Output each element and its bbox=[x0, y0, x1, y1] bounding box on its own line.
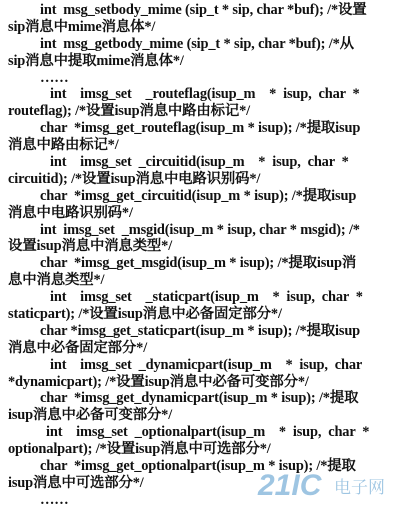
code-line-text: *dynamicpart); /*设置isup消息中必备可变部分*/ bbox=[8, 373, 309, 390]
code-line bbox=[0, 103, 400, 120]
code-line bbox=[0, 86, 400, 103]
code-line-text: sip消息中mime消息体*/ bbox=[8, 18, 156, 35]
code-line-text: int imsg_set _staticpart(isup_m * isup, char * bbox=[50, 289, 363, 306]
code-line bbox=[0, 424, 400, 441]
code-line-text: …… bbox=[40, 491, 69, 508]
code-line bbox=[0, 255, 400, 272]
code-line-text: char *imsg_get_routeflag(isup_m * isup); /*提取isup bbox=[40, 120, 361, 137]
code-line-text: routeflag); /*设置isup消息中路由标记*/ bbox=[8, 103, 251, 120]
code-line bbox=[0, 306, 400, 323]
code-line-text: char *imsg_get_dynamicpart(isup_m * isup); /*提取 bbox=[40, 390, 359, 407]
code-line-text: 设置isup消息中消息类型*/ bbox=[8, 238, 173, 255]
code-line bbox=[0, 272, 400, 289]
code-line bbox=[0, 289, 400, 306]
code-line-text: isup消息中可选部分*/ bbox=[8, 474, 144, 491]
code-line bbox=[0, 120, 400, 137]
code-line bbox=[0, 340, 400, 357]
code-line-text: char *imsg_get_optionalpart(isup_m * isup); /*提取 bbox=[40, 458, 356, 475]
code-line-text: int msg_setbody_mime (sip_t * sip, char *buf); /*设置 bbox=[40, 2, 367, 18]
code-line bbox=[0, 154, 400, 171]
code-line-text: …… bbox=[40, 69, 69, 86]
code-line bbox=[0, 171, 400, 188]
code-line bbox=[0, 374, 400, 391]
code-line-text: 息中消息类型*/ bbox=[8, 272, 105, 289]
code-line-text: int imsg_set _routeflag(isup_m * isup, char * bbox=[50, 86, 360, 103]
code-line bbox=[0, 407, 400, 424]
code-line-text: int imsg_set _msgid(isup_m * isup, char * msgid); /* bbox=[40, 221, 360, 238]
code-line bbox=[0, 70, 400, 87]
code-line-text: isup消息中必备可变部分*/ bbox=[8, 407, 173, 424]
code-line-text: char *imsg_get_circuitid(isup_m * isup); /*提取isup bbox=[40, 187, 357, 204]
code-line bbox=[0, 188, 400, 205]
code-line-text: optionalpart); /*设置isup消息中可选部分*/ bbox=[8, 441, 271, 458]
code-line-text: char *imsg_get_staticpart(isup_m * isup); /*提取isup bbox=[40, 322, 361, 339]
code-line-text: sip消息中提取mime消息体*/ bbox=[8, 52, 184, 69]
watermark-logo bbox=[256, 467, 394, 501]
code-line bbox=[0, 238, 400, 255]
code-line-text: 消息中电路识别码*/ bbox=[8, 204, 133, 221]
code-line-text: 消息中路由标记*/ bbox=[8, 137, 119, 154]
code-line-text: circuitid); /*设置isup消息中电路识别码*/ bbox=[8, 170, 261, 187]
code-line bbox=[0, 19, 400, 36]
code-listing bbox=[0, 2, 400, 509]
code-line bbox=[0, 323, 400, 340]
watermark-sub-text: 电子网 bbox=[334, 478, 385, 498]
code-line-text: staticpart); /*设置isup消息中必备固定部分*/ bbox=[8, 306, 282, 323]
code-line-text: char *imsg_get_msgid(isup_m * isup); /*提取isup消 bbox=[40, 255, 357, 272]
code-line bbox=[0, 137, 400, 154]
code-line bbox=[0, 222, 400, 239]
code-line bbox=[0, 36, 400, 53]
code-line-text: 消息中必备固定部分*/ bbox=[8, 339, 148, 356]
code-line bbox=[0, 53, 400, 70]
code-line bbox=[0, 2, 400, 19]
code-line-text: int imsg_set _optionalpart(isup_m * isup, char * bbox=[46, 424, 370, 441]
watermark-logo-text: 21IC bbox=[258, 469, 322, 501]
code-line-text: int imsg_set _dynamicpart(isup_m * isup, char bbox=[50, 356, 363, 373]
code-line-text: int imsg_set _circuitid(isup_m * isup, char * bbox=[50, 154, 349, 171]
code-line-text: int msg_getbody_mime (sip_t * sip, char *buf); /*从 bbox=[40, 35, 354, 52]
code-line bbox=[0, 441, 400, 458]
code-line bbox=[0, 357, 400, 374]
code-line bbox=[0, 390, 400, 407]
code-line bbox=[0, 205, 400, 222]
